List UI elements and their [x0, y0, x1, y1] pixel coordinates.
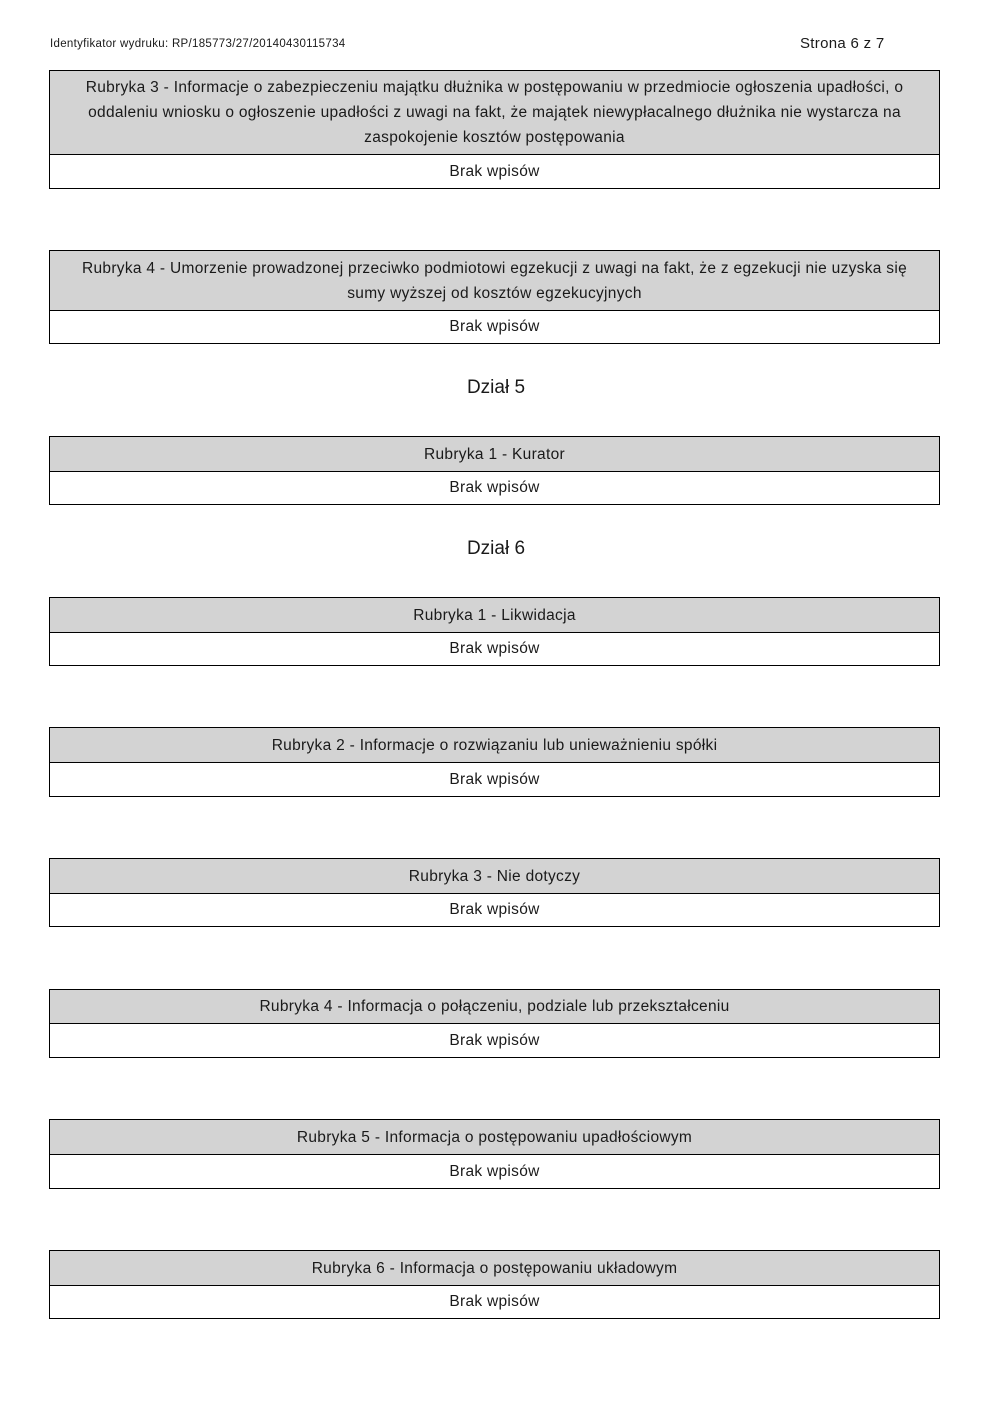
- rubric-content: Brak wpisów: [449, 901, 540, 918]
- rubric-content: Brak wpisów: [449, 162, 540, 180]
- rubric-title: Rubryka 4 - Umorzenie prowadzonej przeciwko podmiotowi egzekucji z uwagi na fakt, że z egzekucji nie uzyska się sumy wyższej od kosztów egzekucyjnych: [81, 259, 908, 302]
- section-heading-5: Dział 5: [466, 377, 526, 398]
- rubric-header: [50, 1120, 939, 1155]
- page-number: Strona 6 z 7: [800, 35, 885, 52]
- rubric-box-section5-rubric1: [49, 436, 940, 505]
- rubric-content: Brak wpisów: [449, 770, 540, 788]
- rubric-header: [50, 251, 939, 311]
- rubric-title: Rubryka 3 - Informacje o zabezpieczeniu majątku dłużnika w postępowaniu w przedmiocie ogłoszenia upadłości, o oddaleniu wniosku o ogłoszenie upadłości z uwagi na fakt, że majątek niewypłacalnego dłużnika nie wystarcza na zaspokojenie kosztów postępowania: [85, 79, 904, 146]
- rubric-content: Brak wpisów: [449, 1031, 540, 1049]
- rubric-content: Brak wpisów: [449, 479, 540, 496]
- rubric-content: Brak wpisów: [449, 640, 540, 657]
- rubric-box-section4-rubric4: [49, 250, 940, 344]
- rubric-title: Rubryka 3 - Nie dotyczy: [408, 867, 581, 885]
- rubric-box-section6-rubric3: [49, 858, 940, 927]
- print-identifier: Identyfikator wydruku: RP/185773/27/20140430115734: [50, 38, 346, 50]
- rubric-box-section6-rubric5: [49, 1119, 940, 1189]
- rubric-header: [50, 598, 939, 633]
- rubric-title: Rubryka 2 - Informacje o rozwiązaniu lub unieważnieniu spółki: [271, 736, 718, 754]
- rubric-box-section6-rubric2: [49, 727, 940, 797]
- rubric-header: [50, 728, 939, 763]
- rubric-content: Brak wpisów: [449, 318, 540, 335]
- rubric-content: Brak wpisów: [449, 1293, 540, 1310]
- rubric-content: Brak wpisów: [449, 1162, 540, 1180]
- rubric-header: [50, 71, 939, 155]
- rubric-title: Rubryka 6 - Informacja o postępowaniu układowym: [311, 1259, 678, 1277]
- rubric-header: [50, 859, 939, 894]
- rubric-box-section6-rubric1: [49, 597, 940, 666]
- section-heading-6: Dział 6: [466, 538, 526, 559]
- rubric-title: Rubryka 1 - Likwidacja: [413, 606, 576, 624]
- rubric-box-section6-rubric6: [49, 1250, 940, 1319]
- rubric-title: Rubryka 4 - Informacja o połączeniu, podziale lub przekształceniu: [259, 998, 730, 1015]
- rubric-box-section4-rubric3: [49, 70, 940, 189]
- rubric-header: [50, 990, 939, 1024]
- rubric-header: [50, 437, 939, 472]
- rubric-title: Rubryka 1 - Kurator: [424, 445, 565, 463]
- rubric-box-section6-rubric4: [49, 989, 940, 1058]
- rubric-header: [50, 1251, 939, 1286]
- rubric-title: Rubryka 5 - Informacja o postępowaniu upadłościowym: [296, 1128, 693, 1146]
